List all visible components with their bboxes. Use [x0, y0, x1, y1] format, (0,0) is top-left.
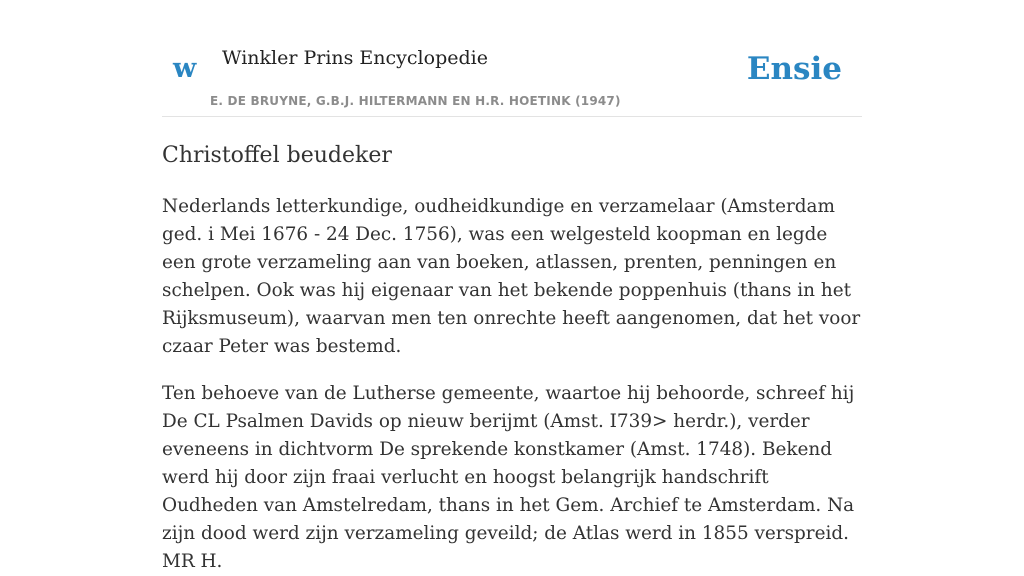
source-header [162, 0, 862, 117]
article-paragraph-2: Ten behoeve van de Lutherse gemeente, waartoe hij behoorde, schreef hij De CL Psalmen Davids op nieuw berijmt (Amst. I739> herdr.), verder eveneens in dichtvorm De sprekende konstkamer (Amst. 1748). Bekend werd hij door zijn fraai verlucht en hoogst belangrijk handschrift Oudheden van Amstelredam, thans in het Gem. Archief te Amsterdam. Na zijn dood werd zijn verzameling geveild; de Atlas werd in 1855 verspreid. MR H. [162, 383, 855, 572]
source-title[interactable]: Winkler Prins Encyclopedie [222, 47, 488, 69]
winkler-prins-logo[interactable]: w [173, 53, 197, 84]
article-paragraph-1: Nederlands letterkundige, oudheidkundige en verzamelaar (Amsterdam ged. i Mei 1676 - 24 Dec. 1756), was een welgesteld koopman en legde een grote verzameling aan van boeken, atlassen, prenten, penningen en schelpen. Ook was hij eigenaar van het bekende poppenhuis (thans in het Rijksmuseum), waarvan men ten onrechte heeft aangenomen, dat het voor czaar Peter was bestemd. [162, 196, 861, 357]
article-title: Christoffel beudeker [162, 143, 392, 168]
ensie-brand-link[interactable]: Ensie [746, 51, 842, 87]
source-authors: E. DE BRUYNE, G.B.J. HILTERMANN EN H.R. HOETINK (1947) [210, 94, 621, 108]
page [162, 0, 862, 576]
